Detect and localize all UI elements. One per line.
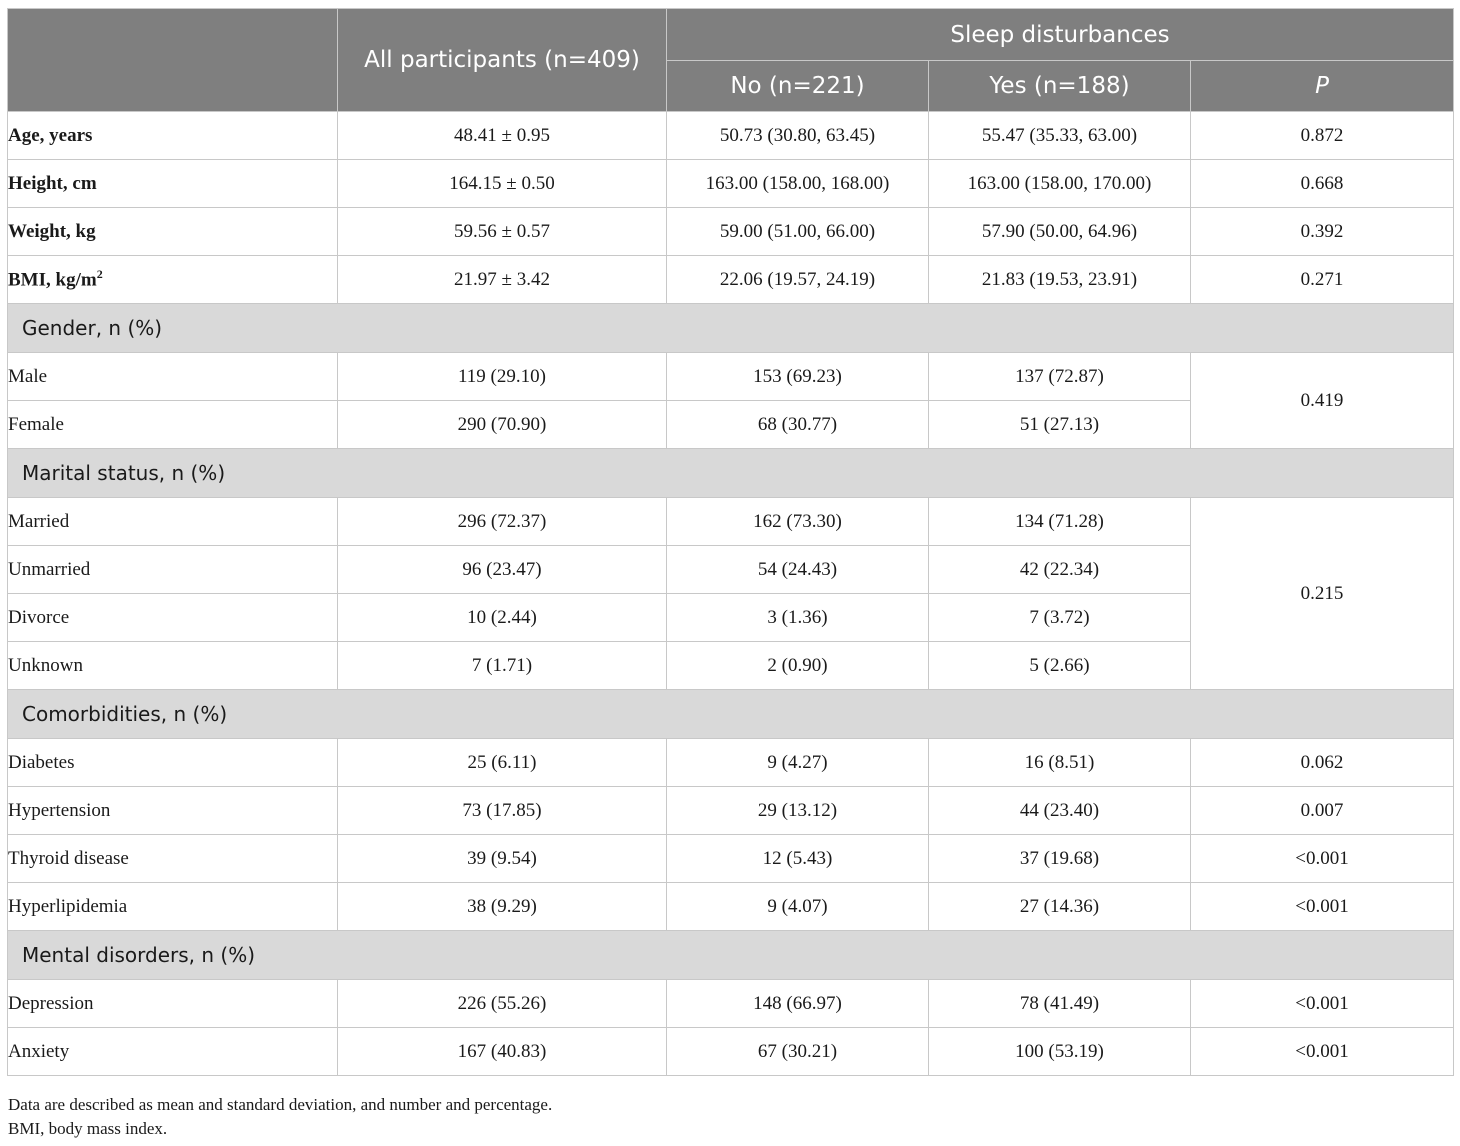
cell-no: 148 (66.97): [667, 980, 929, 1028]
header-no: No (n=221): [667, 61, 929, 112]
cell-all: 39 (9.54): [338, 835, 667, 883]
cell-all: 38 (9.29): [338, 883, 667, 931]
row-label: Diabetes: [8, 739, 338, 787]
cell-yes: 7 (3.72): [929, 594, 1191, 642]
row-label: Male: [8, 353, 338, 401]
cell-all: 290 (70.90): [338, 401, 667, 449]
cell-yes: 21.83 (19.53, 23.91): [929, 256, 1191, 304]
cell-all: 10 (2.44): [338, 594, 667, 642]
cell-yes: 5 (2.66): [929, 642, 1191, 690]
cell-yes: 51 (27.13): [929, 401, 1191, 449]
cell-p: 0.215: [1191, 498, 1454, 690]
cell-p: 0.668: [1191, 160, 1454, 208]
cell-p: 0.872: [1191, 112, 1454, 160]
cell-no: 67 (30.21): [667, 1028, 929, 1076]
row-label: Age, years: [8, 112, 338, 160]
cell-p: 0.271: [1191, 256, 1454, 304]
cell-yes: 137 (72.87): [929, 353, 1191, 401]
cell-p: <0.001: [1191, 835, 1454, 883]
row-label: Unknown: [8, 642, 338, 690]
cell-no: 3 (1.36): [667, 594, 929, 642]
cell-no: 163.00 (158.00, 168.00): [667, 160, 929, 208]
cell-p: 0.392: [1191, 208, 1454, 256]
cell-no: 59.00 (51.00, 66.00): [667, 208, 929, 256]
cell-no: 2 (0.90): [667, 642, 929, 690]
cell-no: 9 (4.27): [667, 739, 929, 787]
footnote-bmi-abbreviation: BMI, body mass index.: [8, 1119, 168, 1138]
cell-p: <0.001: [1191, 980, 1454, 1028]
cell-yes: 55.47 (35.33, 63.00): [929, 112, 1191, 160]
cell-yes: 78 (41.49): [929, 980, 1191, 1028]
cell-no: 12 (5.43): [667, 835, 929, 883]
table-row: [8, 498, 1454, 546]
section-header-marital: [8, 449, 1454, 498]
header-all-participants: All participants (n=409): [338, 9, 667, 112]
cell-p: 0.007: [1191, 787, 1454, 835]
cell-yes: 100 (53.19): [929, 1028, 1191, 1076]
row-label: Weight, kg: [8, 208, 338, 256]
cell-no: 68 (30.77): [667, 401, 929, 449]
bmi-label-superscript: 2: [96, 267, 103, 282]
row-label: Female: [8, 401, 338, 449]
table-row: [8, 883, 1454, 931]
characteristics-table: [7, 8, 1454, 1076]
section-header-gender: [8, 304, 1454, 353]
cell-yes: 57.90 (50.00, 64.96): [929, 208, 1191, 256]
row-label: Depression: [8, 980, 338, 1028]
table-row: [8, 208, 1454, 256]
table-row: [8, 256, 1454, 304]
row-label: Hypertension: [8, 787, 338, 835]
cell-p: 0.419: [1191, 353, 1454, 449]
row-label: Unmarried: [8, 546, 338, 594]
cell-yes: 16 (8.51): [929, 739, 1191, 787]
cell-all: 48.41 ± 0.95: [338, 112, 667, 160]
header-p-value: P: [1191, 61, 1454, 112]
cell-all: 164.15 ± 0.50: [338, 160, 667, 208]
cell-yes: 44 (23.40): [929, 787, 1191, 835]
cell-all: 119 (29.10): [338, 353, 667, 401]
cell-all: 296 (72.37): [338, 498, 667, 546]
row-label: Thyroid disease: [8, 835, 338, 883]
header-yes: Yes (n=188): [929, 61, 1191, 112]
cell-all: 96 (23.47): [338, 546, 667, 594]
cell-no: 9 (4.07): [667, 883, 929, 931]
cell-all: 25 (6.11): [338, 739, 667, 787]
cell-yes: 163.00 (158.00, 170.00): [929, 160, 1191, 208]
cell-p: <0.001: [1191, 1028, 1454, 1076]
section-title: Marital status, n (%): [8, 449, 1454, 498]
cell-all: 226 (55.26): [338, 980, 667, 1028]
table-footnotes: [8, 1093, 552, 1141]
cell-no: 22.06 (19.57, 24.19): [667, 256, 929, 304]
cell-all: 167 (40.83): [338, 1028, 667, 1076]
cell-no: 54 (24.43): [667, 546, 929, 594]
table-row: [8, 980, 1454, 1028]
row-label: [8, 256, 338, 304]
cell-no: 162 (73.30): [667, 498, 929, 546]
table-row: [8, 835, 1454, 883]
section-title: Mental disorders, n (%): [8, 931, 1454, 980]
header-sleep-disturbances: Sleep disturbances: [667, 9, 1454, 61]
table-row: [8, 112, 1454, 160]
bmi-label-text: BMI, kg/m: [8, 269, 97, 291]
cell-yes: 27 (14.36): [929, 883, 1191, 931]
row-label: Anxiety: [8, 1028, 338, 1076]
table-row: [8, 1028, 1454, 1076]
cell-yes: 37 (19.68): [929, 835, 1191, 883]
cell-p: 0.062: [1191, 739, 1454, 787]
cell-yes: 134 (71.28): [929, 498, 1191, 546]
cell-all: 59.56 ± 0.57: [338, 208, 667, 256]
cell-no: 50.73 (30.80, 63.45): [667, 112, 929, 160]
section-header-mental: [8, 931, 1454, 980]
row-label: Hyperlipidemia: [8, 883, 338, 931]
cell-p: <0.001: [1191, 883, 1454, 931]
row-label: Divorce: [8, 594, 338, 642]
row-label: Married: [8, 498, 338, 546]
row-label: Height, cm: [8, 160, 338, 208]
table-row: [8, 739, 1454, 787]
table-row: [8, 160, 1454, 208]
cell-all: 21.97 ± 3.42: [338, 256, 667, 304]
header-blank-cell: [8, 9, 338, 112]
cell-no: 153 (69.23): [667, 353, 929, 401]
footnote-data-description: Data are described as mean and standard deviation, and number and percentage.: [8, 1095, 553, 1114]
cell-yes: 42 (22.34): [929, 546, 1191, 594]
section-header-comorbidities: [8, 690, 1454, 739]
table-row: [8, 353, 1454, 401]
cell-all: 73 (17.85): [338, 787, 667, 835]
table-row: [8, 787, 1454, 835]
section-title: Comorbidities, n (%): [8, 690, 1454, 739]
cell-no: 29 (13.12): [667, 787, 929, 835]
cell-all: 7 (1.71): [338, 642, 667, 690]
section-title: Gender, n (%): [8, 304, 1454, 353]
